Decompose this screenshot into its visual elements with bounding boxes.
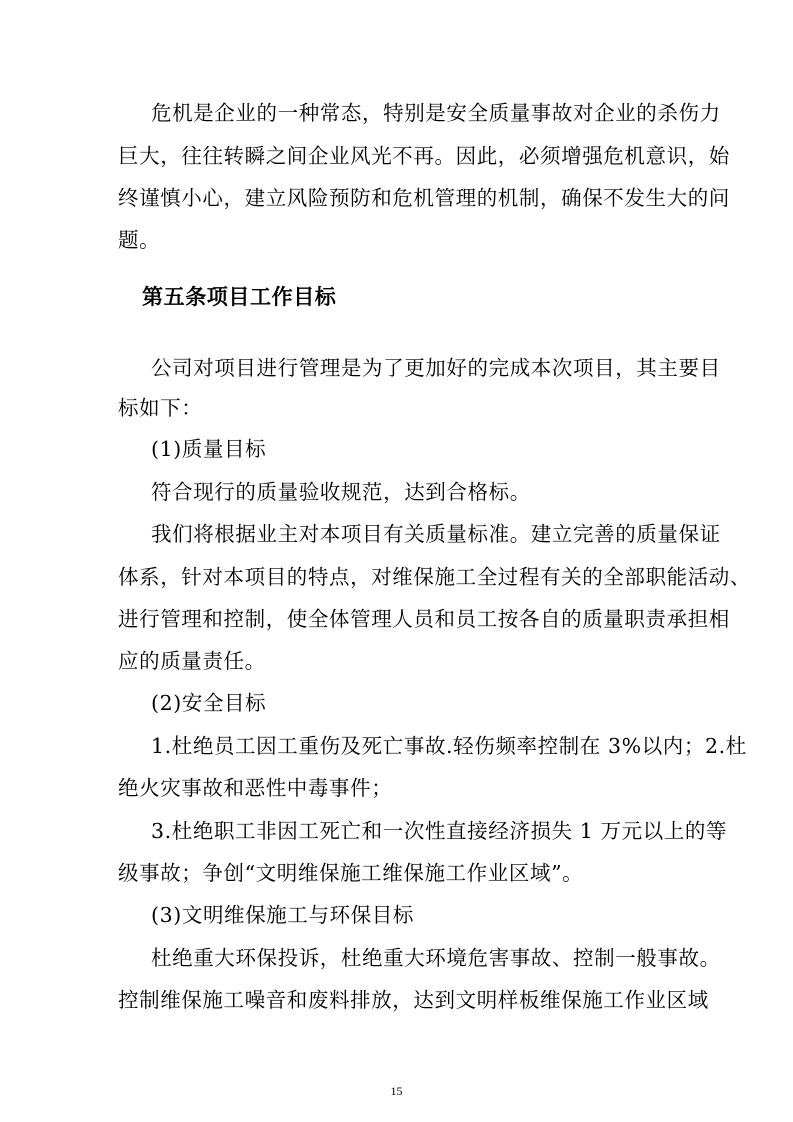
paragraph-line: 巨大，往往转瞬之间企业风光不再。因此，必须增强危机意识，始 xyxy=(118,144,730,168)
paragraph-line: 1.杜绝员工因工重伤及死亡事故.轻伤频率控制在 3%以内；2.杜 xyxy=(151,734,747,758)
paragraph-line: 级事故；争创“文明维保施工维保施工作业区域”。 xyxy=(118,861,584,885)
paragraph-line: 杜绝重大环保投诉，杜绝重大环境危害事故、控制一般事故。 xyxy=(151,946,721,970)
paragraph-line: 危机是企业的一种常态，特别是安全质量事故对企业的杀伤力 xyxy=(151,101,721,125)
paragraph-line: 体系，针对本项目的特点，对维保施工全过程有关的全部职能活动、 xyxy=(118,565,751,589)
paragraph-line: 我们将根据业主对本项目有关质量标准。建立完善的质量保证 xyxy=(151,522,721,546)
subheading-quality: (1)质量目标 xyxy=(151,437,267,461)
section-heading: 第五条项目工作目标 xyxy=(142,285,337,309)
subheading-environment: (3)文明维保施工与环保目标 xyxy=(151,903,414,927)
paragraph-line: 控制维保施工噪音和废料排放，达到文明样板维保施工作业区域 xyxy=(118,988,709,1012)
subheading-safety: (2)安全目标 xyxy=(151,691,267,715)
paragraph-line: 题。 xyxy=(118,228,161,252)
paragraph-line: 绝火灾事故和恶性中毒事件； xyxy=(118,776,393,800)
paragraph-line: 进行管理和控制，使全体管理人员和员工按各自的质量职责承担相 xyxy=(118,607,730,631)
paragraph-line: 终谨慎小心，建立风险预防和危机管理的机制，确保不发生大的问 xyxy=(118,186,730,210)
paragraph-line: 公司对项目进行管理是为了更加好的完成本次项目，其主要目 xyxy=(151,356,721,380)
paragraph-line: 符合现行的质量验收规范，达到合格标。 xyxy=(151,480,531,504)
page-number: 15 xyxy=(390,1084,403,1098)
paragraph-line: 应的质量责任。 xyxy=(118,649,266,673)
paragraph-line: 标如下： xyxy=(118,396,203,420)
paragraph-line: 3.杜绝职工非因工死亡和一次性直接经济损失 1 万元以上的等 xyxy=(151,819,728,843)
